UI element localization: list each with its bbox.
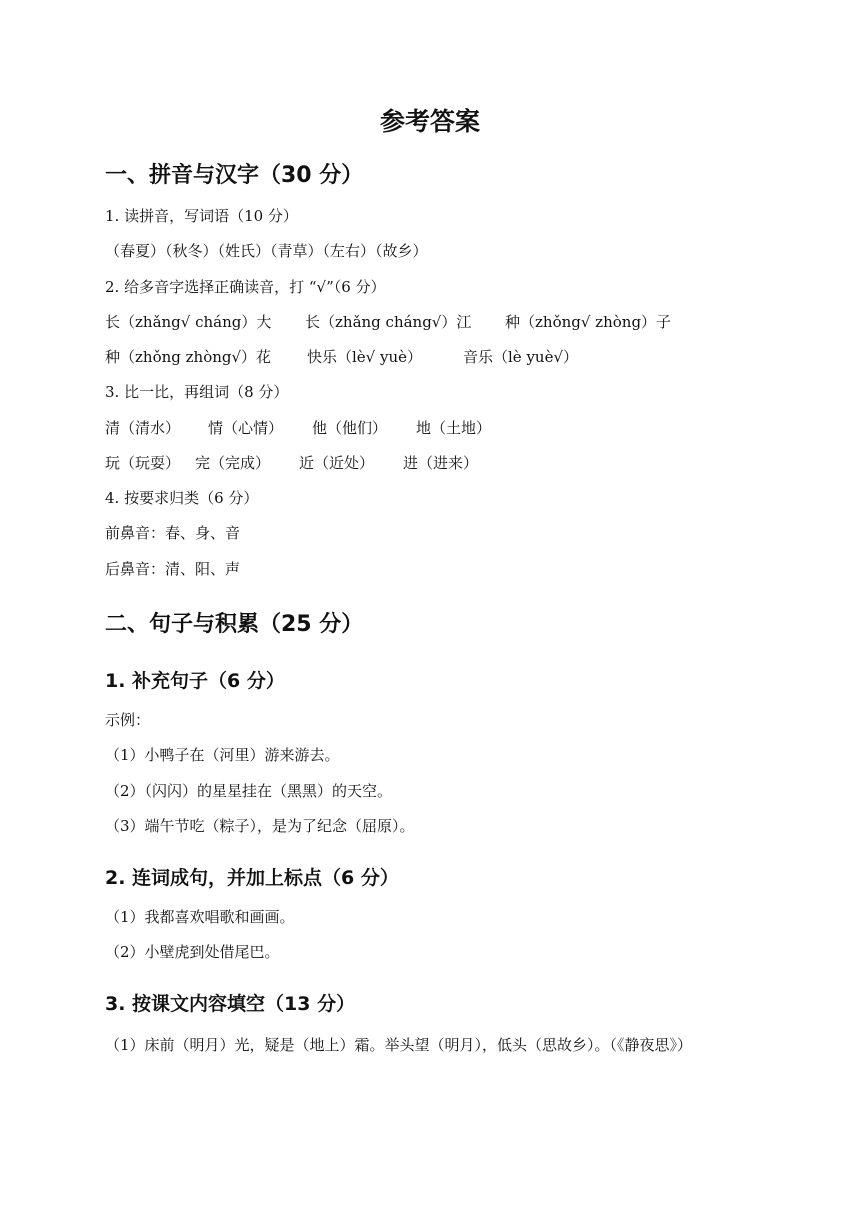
s2-q2-item: （2）小壁虎到处借尾巴。 (105, 943, 280, 961)
q2-row2-item: 音乐（lè yuè√） (463, 348, 579, 366)
q4-back-nasal: 后鼻音：清、阳、声 (105, 560, 241, 578)
q2-row1-item: 长（zhǎng√ cháng）大 (105, 313, 272, 331)
s2-q2-heading: 2. 连词成句，并加上标点（6 分） (105, 867, 399, 889)
q4-front-nasal: 前鼻音：春、身、音 (105, 524, 241, 542)
q2-row2-item: 种（zhǒng zhòng√）花 (105, 348, 272, 366)
s2-q3-heading: 3. 按课文内容填空（13 分） (105, 993, 356, 1015)
page-title: 参考答案 (379, 107, 480, 136)
s2-q1-item: （1）小鸭子在（河里）游来游去。 (105, 746, 340, 764)
q3-row2-item: 近（近处） (299, 454, 375, 472)
q3-row2-item: 玩（玩耍） (105, 454, 181, 472)
s2-q1-item: （2）（闪闪）的星星挂在（黑黑）的天空。 (105, 782, 393, 800)
q3-label: 3. 比一比，再组词（8 分） (105, 383, 289, 401)
q3-row1-item: 情（心情） (208, 419, 284, 437)
q2-label: 2. 给多音字选择正确读音，打 “√”（6 分） (105, 278, 386, 296)
s2-q1-item: （3）端午节吃（粽子），是为了纪念（屈原）。 (105, 817, 415, 835)
q2-row1-item: 长（zhǎng cháng√）江 (305, 313, 472, 331)
q1-label: 1. 读拼音，写词语（10 分） (105, 207, 298, 225)
s2-q1-example: 示例： (105, 711, 151, 729)
s2-q2-item: （1）我都喜欢唱歌和画画。 (105, 908, 295, 926)
section2-heading: 二、句子与积累（25 分） (105, 612, 364, 637)
q3-row2-item: 进（进来） (403, 454, 479, 472)
section1-heading: 一、拼音与汉字（30 分） (105, 163, 364, 188)
q2-row1-item: 种（zhǒng√ zhòng）子 (505, 313, 672, 331)
s2-q1-heading: 1. 补充句子（6 分） (105, 670, 285, 692)
q3-row2-item: 完（完成） (195, 454, 271, 472)
q3-row1-item: 地（土地） (416, 419, 492, 437)
q1-answers: （春夏）（秋冬）（姓氏）（青草）（左右）（故乡） (105, 242, 428, 260)
s2-q3-item: （1）床前（明月）光，疑是（地上）霜。举头望（明月），低头（思故乡）。（《静夜思》） (105, 1036, 693, 1054)
q2-row2-item: 快乐（lè√ yuè） (307, 348, 423, 366)
q4-label: 4. 按要求归类（6 分） (105, 489, 259, 507)
q3-row1-item: 他（他们） (312, 419, 388, 437)
q3-row1-item: 清（清水） (105, 419, 181, 437)
